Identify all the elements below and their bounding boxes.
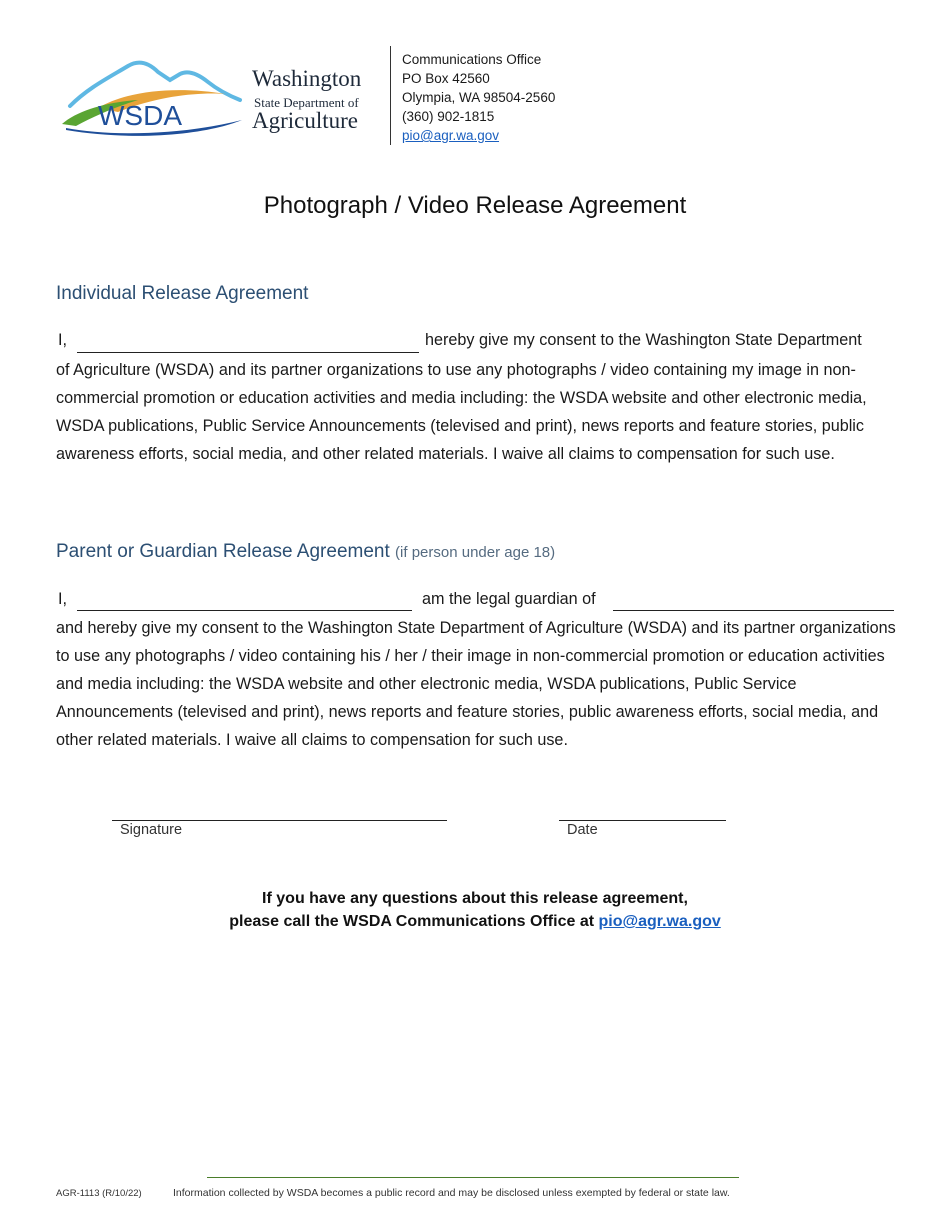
guardian-middle-text: am the legal guardian of: [422, 590, 596, 608]
wsda-logo: [58, 58, 246, 138]
logo-text: WSDA: [98, 100, 182, 131]
contact-note-prefix: please call the WSDA Communications Office at: [229, 913, 599, 930]
contact-city: Olympia, WA 98504-2560: [402, 90, 556, 105]
document-title: Photograph / Video Release Agreement: [263, 192, 687, 219]
signature-field[interactable]: [112, 820, 447, 821]
individual-body: of Agriculture (WSDA) and its partner organizations to use any photographs / video containing my image in non-commercial promotion or education activities and media including: the WSDA website and other electronic media, WSDA publications, Public Service Announcements (televised and print), news reports and feature stories, public awareness efforts, social media, and other related materials. I waive all claims to compensation for such use.: [56, 361, 867, 463]
contact-office: Communications Office: [402, 52, 542, 67]
org-name-line3: Agriculture: [252, 108, 359, 133]
form-code: AGR-1113 (R/10/22): [56, 1188, 142, 1199]
guardian-prefix: I,: [58, 590, 67, 608]
org-name-line1: Washington: [252, 66, 362, 91]
contact-note-line2: [0, 910, 950, 933]
minor-name-field[interactable]: [613, 610, 894, 611]
header-divider: [390, 46, 391, 145]
contact-phone: (360) 902-1815: [402, 109, 495, 124]
date-field[interactable]: [559, 820, 726, 821]
date-label: Date: [567, 822, 598, 838]
contact-email-link[interactable]: pio@agr.wa.gov: [402, 128, 500, 143]
individual-prefix: I,: [58, 331, 67, 349]
contact-note-line1: If you have any questions about this release agreement,: [262, 890, 688, 907]
guardian-heading-text: Parent or Guardian Release Agreement: [56, 541, 390, 562]
signature-label: Signature: [120, 822, 183, 838]
guardian-heading: [56, 541, 555, 563]
contact-note: [0, 887, 950, 933]
org-name-line2: State Department of: [254, 95, 359, 110]
individual-line1-text: hereby give my consent to the Washington State Department: [425, 331, 862, 349]
individual-heading: Individual Release Agreement: [56, 283, 309, 304]
contact-po-box: PO Box 42560: [402, 71, 490, 86]
guardian-body: and hereby give my consent to the Washington State Department of Agriculture (WSDA) and its partner organizations to use any photographs / video containing his / her / their image in non-commercial promotion or education activities and media including: the WSDA website and other electronic media, WSDA publications, Public Service Announcements (televised and print), news reports and feature stories, public awareness efforts, social media, and other related materials. I waive all claims to compensation for such use.: [56, 619, 896, 749]
individual-name-field[interactable]: [77, 352, 419, 353]
contact-note-email-link[interactable]: pio@agr.wa.gov: [598, 913, 721, 930]
guardian-name-field[interactable]: [77, 610, 412, 611]
contact-block: [402, 50, 555, 145]
footer-rule: [207, 1177, 739, 1178]
guardian-heading-note: (if person under age 18): [395, 544, 556, 561]
footer-notice: Information collected by WSDA becomes a public record and may be disclosed unless exempted by federal or state law.: [173, 1187, 730, 1199]
